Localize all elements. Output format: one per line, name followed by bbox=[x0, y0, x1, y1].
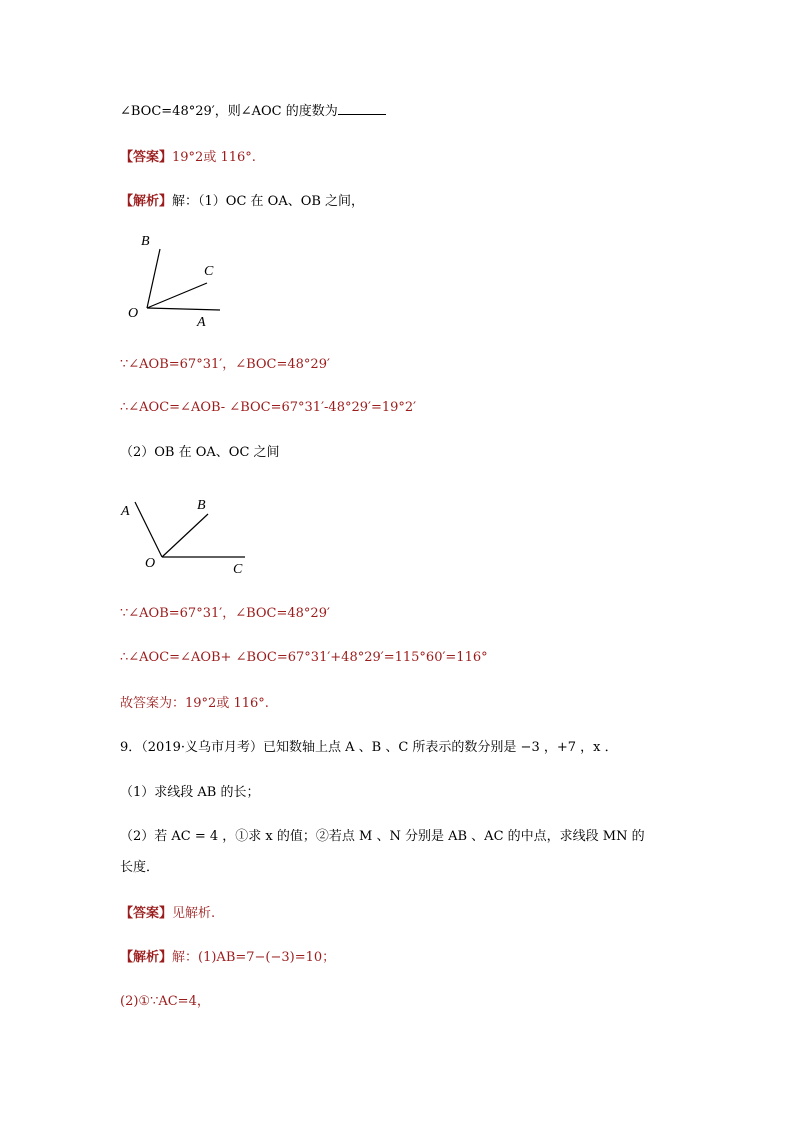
label-b: B bbox=[141, 234, 150, 249]
label-c: C bbox=[233, 562, 243, 577]
case1-line-1: ∵∠AOB=67°31′，∠BOC=48°29′ bbox=[120, 357, 330, 372]
case2-line-2: ∴∠AOC=∠AOB+ ∠BOC=67°31′+48°29′=115°60′=116° bbox=[120, 650, 488, 665]
case2-title: （2）OB 在 OA、OC 之间 bbox=[120, 445, 280, 460]
question-tail bbox=[120, 102, 386, 122]
case1-line-2: ∴∠AOC=∠AOB- ∠BOC=67°31′-48°29′=19°2′ bbox=[120, 400, 417, 415]
question-9-part-2-cont: 长度． bbox=[120, 860, 160, 875]
analysis-label: 【解析】 bbox=[120, 194, 173, 209]
answer-label: 【答案】 bbox=[120, 150, 173, 165]
case2-line-1: ∵∠AOB=67°31′，∠BOC=48°29′ bbox=[120, 606, 330, 621]
figure-1-angle-diagram bbox=[120, 225, 240, 335]
label-o: O bbox=[145, 556, 156, 571]
ray-oa bbox=[147, 308, 220, 310]
answer-label: 【答案】 bbox=[120, 906, 173, 921]
label-o: O bbox=[128, 306, 139, 321]
analysis-text: 解：(1)AB=7−(−3)=10； bbox=[172, 950, 336, 965]
ray-oa bbox=[135, 502, 162, 557]
solution-step: (2)①∵AC=4， bbox=[120, 994, 210, 1009]
answer-blank bbox=[338, 102, 386, 115]
conclusion: 故答案为：19°2或 116°. bbox=[120, 696, 269, 711]
answer-text: 19°2或 116°. bbox=[172, 150, 256, 165]
label-b: B bbox=[197, 498, 206, 513]
ray-ob bbox=[162, 514, 208, 557]
figure-2-angle-diagram bbox=[115, 490, 255, 580]
analysis-label: 【解析】 bbox=[120, 950, 173, 965]
question-source: （2019·义乌市月考） bbox=[141, 740, 263, 755]
question-9-part-1: （1）求线段 AB 的长； bbox=[120, 785, 260, 800]
ray-ob bbox=[147, 249, 160, 308]
ray-oc bbox=[147, 283, 207, 308]
label-c: C bbox=[204, 264, 214, 279]
answer-line-1 bbox=[120, 148, 256, 168]
question-9-part-2: （2）若 AC = 4 ，①求 x 的值；②若点 M 、N 分别是 AB 、AC 的中点，求线段 MN 的 bbox=[120, 829, 645, 844]
answer-text: 见解析. bbox=[172, 906, 216, 921]
question-tail-text: ∠BOC=48°29′，则∠AOC 的度数为 bbox=[120, 104, 338, 119]
label-a: A bbox=[121, 504, 130, 519]
question-number: 9． bbox=[120, 740, 142, 755]
question-9-stem bbox=[120, 738, 618, 758]
analysis-line-1 bbox=[120, 192, 364, 212]
answer-line-2 bbox=[120, 904, 215, 924]
question-stem: 已知数轴上点 A 、B 、C 所表示的数分别是 −3 ，+7 ，x ． bbox=[263, 740, 618, 755]
analysis-text: 解：（1）OC 在 OA、OB 之间， bbox=[172, 194, 365, 209]
analysis-line-2 bbox=[120, 948, 335, 968]
label-a: A bbox=[197, 315, 206, 330]
